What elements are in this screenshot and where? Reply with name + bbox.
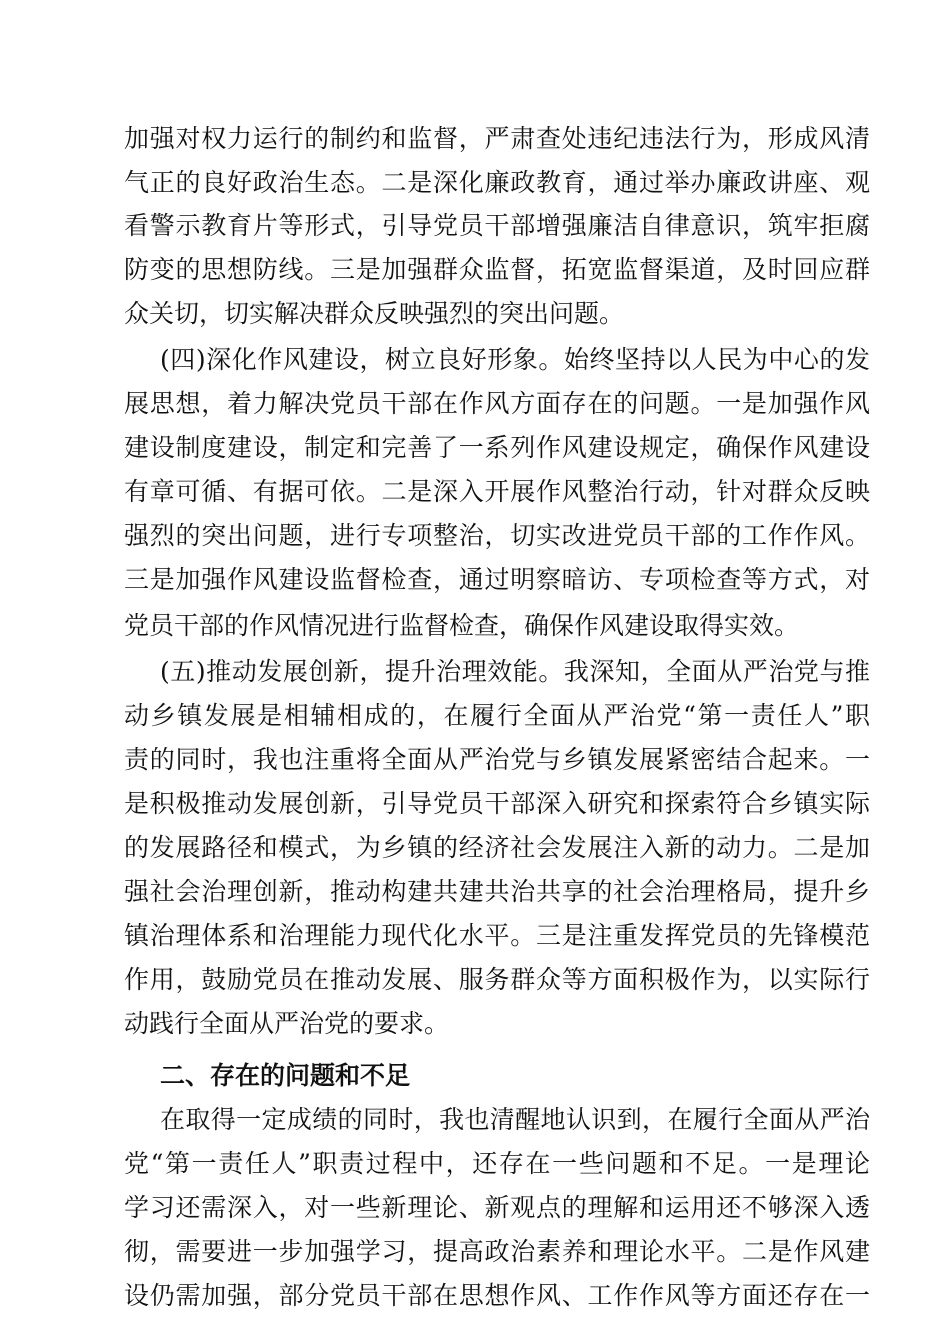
- text-line: 作用，鼓励党员在推动发展、服务群众等方面积极作为，以实际行: [124, 965, 870, 994]
- text-line: 三是加强作风建设监督检查，通过明察暗访、专项检查等方式，对: [124, 565, 870, 594]
- text-line: 学习还需深入，对一些新理论、新观点的理解和运用还不够深入透: [124, 1193, 870, 1222]
- text-line: 展思想，着力解决党员干部在作风方面存在的问题。一是加强作风: [124, 389, 870, 418]
- text-line: 建设制度建设，制定和完善了一系列作风建设规定，确保作风建设: [124, 433, 870, 462]
- text-line: 是积极推动发展创新，引导党员干部深入研究和探索符合乡镇实际: [124, 789, 870, 818]
- text-line: 党“第一责任人”职责过程中，还存在一些问题和不足。一是理论: [124, 1149, 870, 1178]
- text-line: 有章可循、有据可依。二是深入开展作风整治行动，针对群众反映: [124, 477, 870, 506]
- text-line: 在取得一定成绩的同时，我也清醒地认识到，在履行全面从严治: [160, 1105, 870, 1134]
- text-line: 党员干部的作风情况进行监督检查，确保作风建设取得实效。: [124, 611, 800, 640]
- text-line: 加强对权力运行的制约和监督，严肃查处违纪违法行为，形成风清: [124, 124, 870, 153]
- text-line: 设仍需加强，部分党员干部在思想作风、工作作风等方面还存在一: [124, 1281, 870, 1310]
- text-line: 动践行全面从严治党的要求。: [124, 1009, 450, 1038]
- text-line: 彻，需要进一步加强学习，提高政治素养和理论水平。二是作风建: [124, 1237, 870, 1266]
- section-heading: 二、存在的问题和不足: [160, 1061, 411, 1090]
- text-line: 责的同时，我也注重将全面从严治党与乡镇发展紧密结合起来。一: [124, 745, 870, 774]
- section-4-heading-line: (四)深化作风建设，树立良好形象。始终坚持以人民为中心的发: [160, 345, 870, 374]
- text-line: 强社会治理创新，推动构建共建共治共享的社会治理格局，提升乡: [124, 877, 870, 906]
- text-line: 的发展路径和模式，为乡镇的经济社会发展注入新的动力。二是加: [124, 833, 870, 862]
- text-line: 强烈的突出问题，进行专项整治，切实改进党员干部的工作作风。: [124, 521, 870, 550]
- text-line: 看警示教育片等形式，引导党员干部增强廉洁自律意识，筑牢拒腐: [124, 211, 870, 240]
- text-line: 防变的思想防线。三是加强群众监督，拓宽监督渠道，及时回应群: [124, 255, 870, 284]
- section-5-heading-line: (五)推动发展创新，提升治理效能。我深知，全面从严治党与推: [160, 657, 870, 686]
- text-line: 气正的良好政治生态。二是深化廉政教育，通过举办廉政讲座、观: [124, 168, 870, 197]
- text-line: 动乡镇发展是相辅相成的，在履行全面从严治党“第一责任人”职: [124, 701, 870, 730]
- text-line: 众关切，切实解决群众反映强烈的突出问题。: [124, 299, 625, 328]
- text-line: 镇治理体系和治理能力现代化水平。三是注重发挥党员的先锋模范: [124, 921, 870, 950]
